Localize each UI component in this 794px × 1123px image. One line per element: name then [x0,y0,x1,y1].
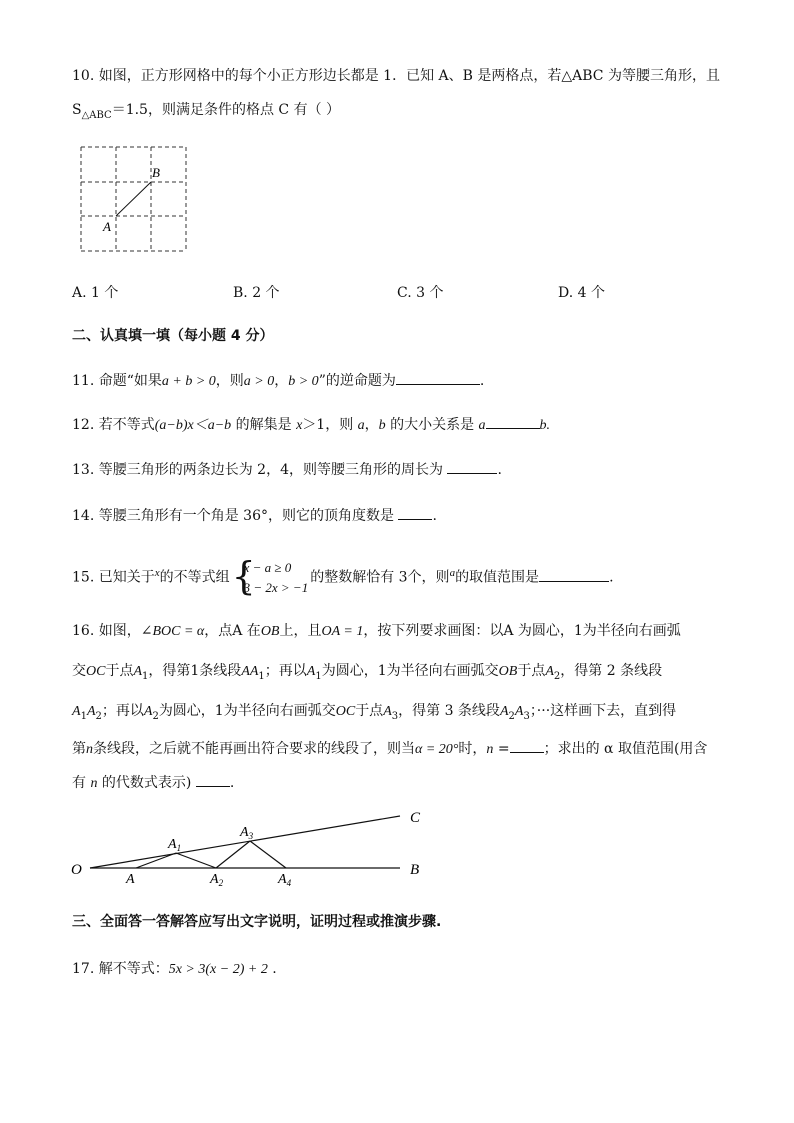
q12-text-a: 12. 若不等式 [72,417,155,433]
angle-figure [66,804,436,886]
q17-text: 17. 解不等式： [72,961,169,977]
inequality-system [231,553,309,598]
q16-l3d: ，得第 3 条线段 [398,703,500,719]
option-d[interactable]: D. 4 个 [558,285,605,301]
q16-l5end: . [229,775,235,791]
q16-l1m1: ∠BOC = α [140,624,205,639]
q16-l3m6: A [499,704,509,719]
option-c[interactable]: C. 3 个 [397,285,444,301]
q15-text-a: 15. 已知关于 [72,569,155,586]
q16-l2m4: A [306,664,316,679]
q12-end: b. [539,418,551,433]
q11 [72,370,484,392]
q16-l3m4: OC [335,704,356,719]
q12-math-e: a [478,418,486,433]
q16-l2m5: OB [498,664,518,679]
q13-text: 13. 等腰三角形的两条边长为 2，4，则等腰三角形的周长为 [72,462,448,478]
label-a: A [126,872,135,886]
q16-line4 [72,738,707,760]
q16-l4e: ；求出的 α 取值范围(用含 [543,741,708,757]
q16-l2m3: AA [241,664,259,679]
q16-l5b: 的代数式表示) [97,775,196,791]
q16-l3m2s: 2 [95,710,102,722]
q15-text-b: 的不等式组 [159,569,230,586]
sys-line-1: x − a ≥ 0 [243,559,292,575]
q14 [72,505,437,526]
q16-l3m5: A [383,704,392,719]
q15-var2: a [449,567,456,579]
section-3-heading: 三、全面答一答解答应写出文字说明，证明过程或推演步骤. [72,914,442,930]
grid-figure [76,140,196,260]
segment-ab [116,182,151,216]
answer-blank[interactable] [447,459,497,474]
q16-l2c: ，得第1条线段 [148,663,242,679]
q11-text-d: ”的逆命题为 [318,373,396,389]
q17-end: . [267,961,277,977]
q16-l3m1: A [72,704,81,719]
q16-l3c: 于点 [355,703,384,719]
q16-l3m3: A [143,704,153,719]
q10-options [72,282,692,302]
q11-text-b: ，则 [215,373,244,389]
q10-line1: 10. 如图，正方形网格中的每个小正方形边长都是 1．已知 A、B 是两格点，若△ABC 为等腰三角形，且 [72,68,720,84]
segment-a1a2 [176,853,216,868]
q16-l2m4s: 1 [315,670,322,682]
q16-l2m2: A [133,664,143,679]
q12-math-d: b [378,418,386,433]
q12-text-c: ＞1，则 [302,417,358,433]
answer-blank[interactable] [398,505,432,520]
segment-a2a3 [216,841,250,868]
q16-l3m7s: 3 [523,710,530,722]
answer-blank[interactable] [486,414,540,429]
q16-l3m2: A [86,704,96,719]
q16-l2e: 为圆心，1为半径向右画弧交 [321,663,499,679]
q16-l3m3s: 2 [152,710,159,722]
q15-end: . [609,569,614,586]
q10-s: S [72,102,82,118]
q16-line2 [72,661,662,687]
q11-end: . [479,373,485,389]
segment-a3a4 [250,841,286,868]
q16-l2m6: A [545,664,554,679]
q16-l4a: 第 [72,741,86,757]
q13-end: . [497,462,502,478]
q16-l3m6s: 2 [508,710,515,722]
q12-text-e: 的大小关系是 [385,417,479,433]
q16-l1m2: OB [260,624,280,639]
q16-l2m6s: 2 [553,670,561,682]
q11-math-c: b > 0 [288,374,319,389]
q12-math-c: a [357,418,365,433]
option-a[interactable]: A. 1 个 [72,285,119,301]
q16-l3a: ；再以 [101,703,144,719]
label-a2: $A_2$ [210,872,224,886]
option-b[interactable]: B. 2 个 [233,285,280,301]
answer-blank[interactable] [396,370,480,385]
q15-text-c: 的整数解恰有 3个，则 [310,569,450,586]
label-c: C [410,810,421,826]
label-a4: $A_4$ [278,872,292,886]
answer-blank-n[interactable] [510,738,544,753]
q16-l2m2s: 1 [142,670,149,682]
q11-text-a: 11. 命题“如果 [72,373,162,389]
q11-math-a: a + b > 0 [161,374,216,389]
q16-l5m: n [90,776,98,791]
q16-l3e: ；···这样画下去，直到得 [529,703,677,719]
q16-l1c: 上，且 [279,623,322,639]
q16-l2d: ；再以 [264,663,307,679]
q15 [72,550,614,601]
q16-l4m3: n [486,742,494,757]
q16-line3 [72,701,676,727]
answer-blank[interactable] [539,567,609,582]
q12-text-b: 的解集是 [231,417,297,433]
q16-l1d: ，按下列要求画图：以A 为圆心，1为半径向右画弧 [363,623,681,639]
q16-l2m1: OC [86,664,106,679]
segment-aa1 [136,853,176,868]
label-a1: $A_1$ [168,837,182,853]
q11-text-c: ， [274,373,289,389]
q16-l4m1: n [86,742,93,757]
q16-line1 [72,621,681,642]
q15-text-d: 的取值范围是 [455,569,540,586]
q16-l2b: 于点 [105,663,134,679]
q16-l3m1s: 1 [80,710,87,722]
q11-math-b: a > 0 [243,374,275,389]
q16-l4m2: α = 20° [415,742,459,757]
q16-l1b: ，点A 在 [204,623,261,639]
point-a-label: A [103,219,111,234]
q14-text: 14. 等腰三角形有一个角是 36°，则它的顶角度数是 [72,508,399,524]
q10-rest: ＝1.5，则满足条件的格点 C 有（ ） [111,102,341,118]
q13 [72,459,502,480]
q16-l4c: 时， [458,741,487,757]
q15-var: x [154,567,160,579]
q16-l1a: 16. 如图， [72,623,141,639]
q16-l4b: 条线段，之后就不能再画出符合要求的线段了，则当 [93,741,415,757]
q10-s-sub: △ABC [81,109,112,121]
point-b-label: B [152,165,160,180]
section-2-heading: 二、认真填一填（每小题 4 分） [72,328,274,344]
label-o: O [71,862,82,878]
q16-l2m3s: 1 [258,670,265,682]
q16-l2f: 于点 [517,663,546,679]
q16-l2g: ，得第 2 条线段 [560,663,663,679]
q16-l1m3: OA = 1 [321,624,364,639]
label-a3: $A_3$ [240,825,254,841]
brace-icon: { [231,553,256,598]
answer-blank-alpha[interactable] [196,772,230,787]
q16-line5 [72,772,234,794]
q16-l3b: 为圆心，1为半径向右画弧交 [158,703,336,719]
q16-l3m7: A [514,704,524,719]
q14-end: . [432,508,437,524]
q16-l2a: 交 [72,663,86,679]
ray-oc [90,816,400,868]
q17 [72,959,277,980]
q16-l3m5s: 3 [391,710,399,722]
label-b: B [410,862,420,878]
q12-math-b: x [296,418,303,433]
q17-math: 5x > 3(x − 2) + 2 [168,962,268,977]
q16-l4d: = [493,741,510,757]
q10-line2 [72,100,340,126]
q16-l5a: 有 [72,775,91,791]
q12-math-a: (a−b)x＜a−b [154,418,232,433]
q12-text-d: ， [364,417,379,433]
sys-line-2: 3 − 2x > −1 [243,579,309,595]
q12 [72,414,550,436]
